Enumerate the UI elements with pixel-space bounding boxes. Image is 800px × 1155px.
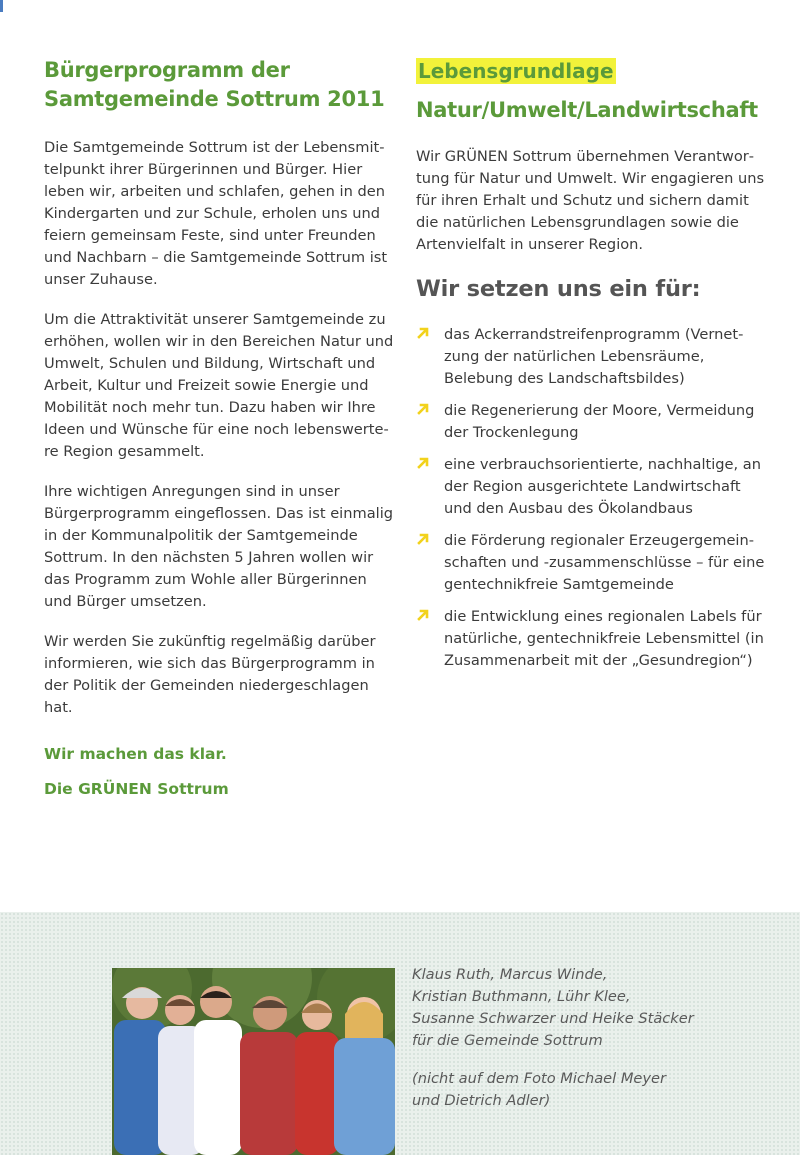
list-item-text: die Entwicklung eines regionalen Labels für natürliche, gentechnikfreie Lebensmittel (in Zusammenarbeit mit der „Gesundregion“) [444, 608, 764, 669]
caption-names: Klaus Ruth, Marcus Winde, Kristian Buthmann, Lühr Klee, Susanne Schwarzer und Heike Stäcker für die Gemeinde Sottrum [412, 966, 694, 1049]
left-column [44, 56, 394, 813]
intro-paragraph-2: Um die Attraktivität unserer Samtgemeinde zu erhöhen, wollen wir in den Bereichen Natur und Umwelt, Schulen und Bildung, Wirtschaft und Arbeit, Kultur und Freizeit sowie Energie und Mobilität noch mehr tun. Dazu haben wir Ihre Ideen und Wünsche für eine noch lebenswertere Region gesammelt. [44, 311, 394, 460]
list-item-text: eine verbrauchsorientierte, nachhaltige, an der Region ausgerichtete Landwirtschaft und den Ausbau des Ökolandbaus [444, 456, 761, 517]
group-photo-illustration [112, 968, 395, 1155]
list-item-text: die Förderung regionaler Erzeugergemeinschaften und -zusammenschlüsse – für eine gentechnikfreie Samtgemeinde [444, 532, 765, 593]
arrow-up-right-icon [416, 532, 430, 546]
list-item [416, 530, 766, 596]
arrow-up-right-icon [416, 608, 430, 622]
arrow-up-right-icon [416, 402, 430, 416]
program-title: Bürgerprogramm der Samtgemeinde Sottrum 2011 [44, 58, 385, 111]
section-highlight-title: Lebensgrundlage [418, 59, 614, 83]
list-item [416, 606, 766, 672]
commitment-heading: Wir setzen uns ein für: [416, 276, 701, 302]
intro-paragraph-1: Die Samtgemeinde Sottrum ist der Lebensmittelpunkt ihrer Bürgerinnen und Bürger. Hier leben wir, arbeiten und schlafen, gehen in den Kindergarten und zur Schule, erholen uns und feiern gemeinsam Feste, sind unter Freunden und Nachbarn – die Samtgemeinde Sottrum ist unser Zuhause. [44, 139, 388, 288]
list-item [416, 400, 766, 444]
arrow-up-right-icon [416, 326, 430, 340]
caption-note: (nicht auf dem Foto Michael Meyer und Dietrich Adler) [412, 1070, 667, 1109]
list-item-text: die Regenerierung der Moore, Vermeidung der Trockenlegung [444, 402, 755, 441]
list-item [416, 324, 766, 390]
section-subtitle: Natur/Umwelt/Landwirtschaft [416, 98, 758, 122]
signature: Die GRÜNEN Sottrum [44, 780, 229, 798]
section-intro: Wir GRÜNEN Sottrum übernehmen Verantwortung für Natur und Umwelt. Wir engagieren uns für ihren Erhalt und Schutz und sichern damit die natürlichen Lebensgrundlagen sowie die Artenvielfalt in unserer Region. [416, 148, 765, 253]
page-edge-mark [0, 0, 3, 12]
intro-paragraph-4: Wir werden Sie zukünftig regelmäßig darüber informieren, wie sich das Bürgerprogramm in der Politik der Gemeinden niedergeschlagen hat. [44, 633, 376, 716]
group-photo [112, 968, 395, 1155]
intro-paragraph-3: Ihre wichtigen Anregungen sind in unser Bürgerprogramm eingeflossen. Das ist einmalig in der Kommunalpolitik der Samtgemeinde Sottrum. In den nächsten 5 Jahren wollen wir das Programm zum Wohle aller Bürgerinnen und Bürger umsetzen. [44, 483, 394, 610]
arrow-up-right-icon [416, 456, 430, 470]
slogan: Wir machen das klar. [44, 745, 227, 763]
list-item-text: das Ackerrandstreifenprogramm (Vernetzung der natürlichen Lebensräume, Belebung des Landschaftsbildes) [444, 326, 744, 387]
photo-caption [412, 964, 792, 1128]
list-item [416, 454, 766, 520]
commitment-list [416, 324, 766, 672]
right-column [416, 56, 766, 682]
